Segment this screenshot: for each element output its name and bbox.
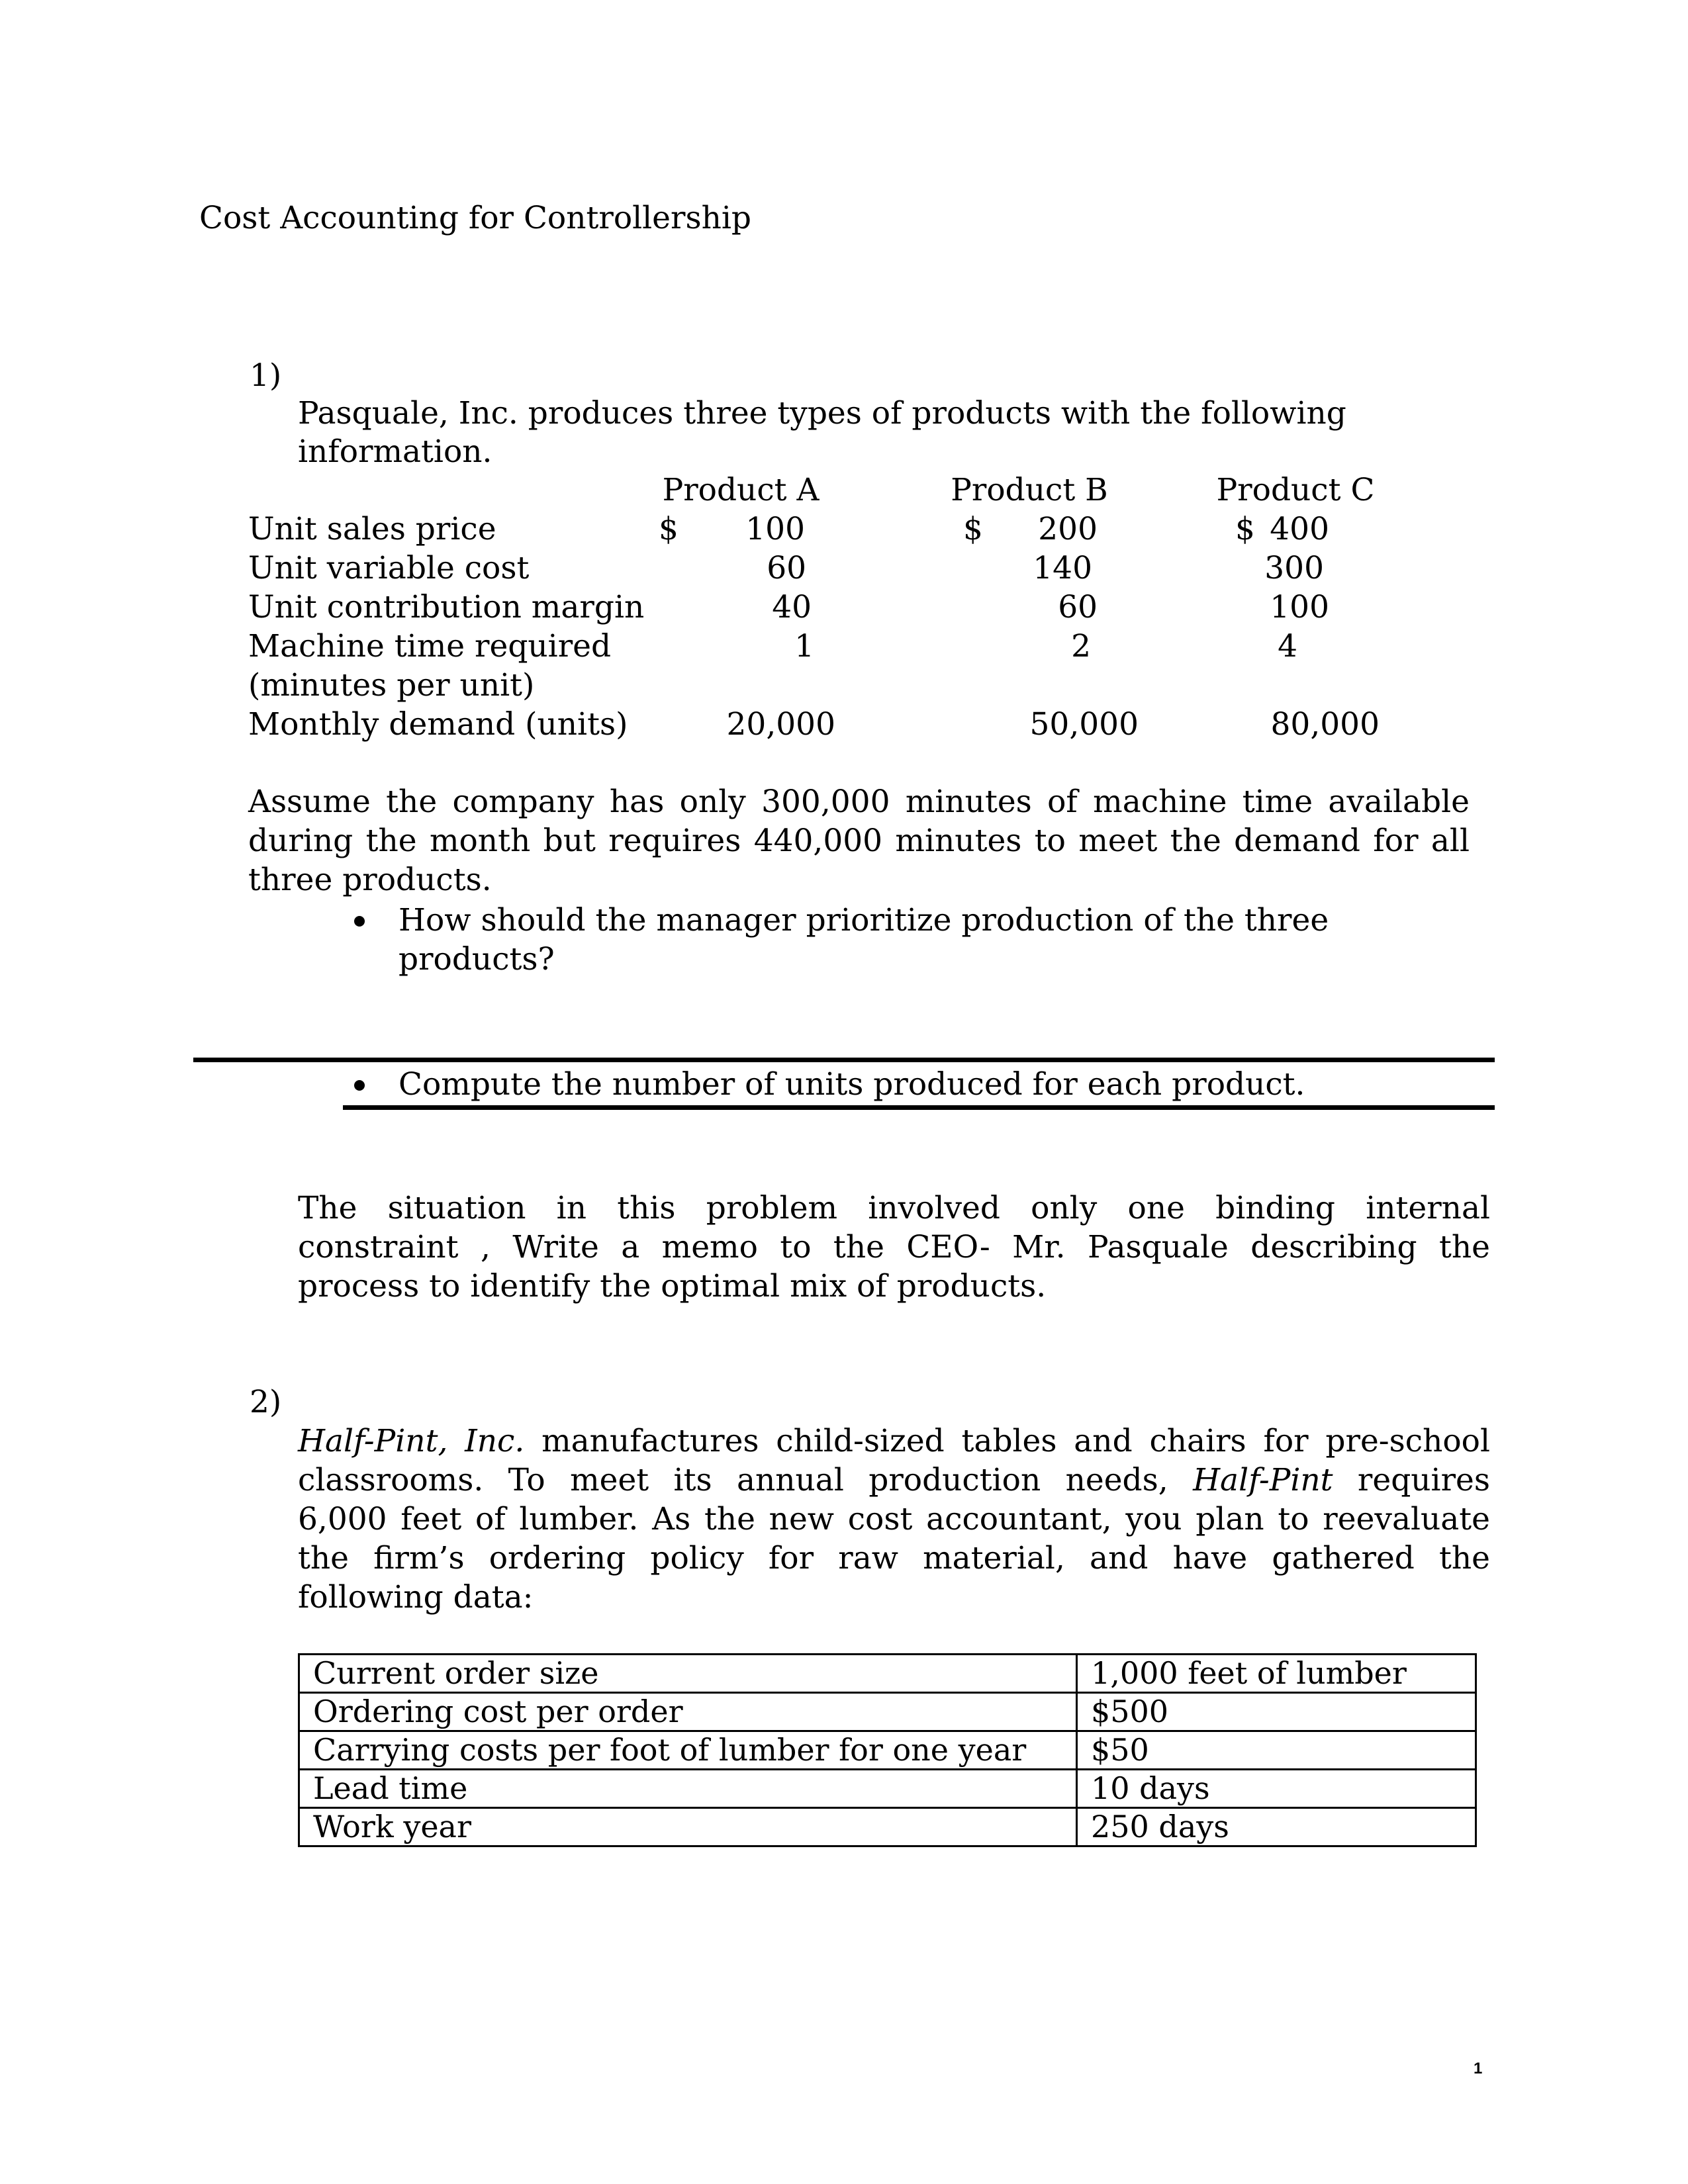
value-b: 2 xyxy=(1071,628,1091,664)
text: classrooms. To meet its annual production needs, xyxy=(298,1462,1194,1498)
paragraph-line: constraint , Write a memo to the CEO- Mr. Pasquale describing the xyxy=(298,1229,1490,1265)
value-b: 50,000 xyxy=(1029,706,1139,743)
header-product-a: Product A xyxy=(662,472,820,508)
document-title: Cost Accounting for Controllership xyxy=(199,200,751,236)
bullet-icon xyxy=(354,1080,365,1091)
row-label-machine-time-unit: (minutes per unit) xyxy=(248,667,535,704)
page-number: 1 xyxy=(1474,2060,1483,2077)
row-label-unit-variable-cost: Unit variable cost xyxy=(248,550,530,586)
table-row xyxy=(299,1655,1476,1693)
paragraph-line: following data: xyxy=(298,1579,534,1615)
value-b: 60 xyxy=(1058,589,1098,625)
table-row xyxy=(299,1731,1476,1770)
table-row xyxy=(299,1770,1476,1808)
paragraph-line: three products. xyxy=(248,862,492,898)
q1-intro-line: Pasquale, Inc. produces three types of products with the following xyxy=(298,395,1346,432)
value-c: 100 xyxy=(1270,589,1329,625)
table-cell-label: Current order size xyxy=(299,1655,1077,1693)
paragraph-line: during the month but requires 440,000 minutes to meet the demand for all xyxy=(248,823,1470,859)
q2-paragraph xyxy=(298,1422,1490,1617)
table-cell-label: Work year xyxy=(299,1808,1077,1846)
header-product-c: Product C xyxy=(1216,472,1375,508)
memo-paragraph xyxy=(298,1189,1490,1306)
paragraph-line: The situation in this problem involved only one binding internal xyxy=(298,1190,1490,1226)
row-label-monthly-demand: Monthly demand (units) xyxy=(248,706,628,743)
paragraph-line xyxy=(298,1422,1490,1461)
bullet-icon xyxy=(354,916,365,927)
paragraph-line: 6,000 feet of lumber. As the new cost accountant, you plan to reevaluate xyxy=(298,1501,1490,1537)
table-cell-value: 10 days xyxy=(1077,1770,1476,1808)
table-cell-value: $500 xyxy=(1077,1693,1476,1731)
question-2-number: 2) xyxy=(250,1384,282,1420)
table-row xyxy=(299,1808,1476,1846)
paragraph-line xyxy=(298,1461,1490,1500)
row-label-machine-time: Machine time required xyxy=(248,628,612,664)
horizontal-rule xyxy=(193,1058,1495,1062)
value-b: 140 xyxy=(1033,550,1092,586)
text: requires xyxy=(1333,1462,1490,1498)
value-c: 300 xyxy=(1264,550,1324,586)
value-a: 60 xyxy=(767,550,806,586)
table-cell-label: Carrying costs per foot of lumber for one year xyxy=(299,1731,1077,1770)
company-name: Half-Pint xyxy=(1193,1462,1333,1498)
row-label-unit-sales-price: Unit sales price xyxy=(248,511,496,547)
table-row xyxy=(299,1693,1476,1731)
row-label-unit-contribution-margin: Unit contribution margin xyxy=(248,589,645,625)
value-a: 20,000 xyxy=(726,706,835,743)
question-1-number: 1) xyxy=(250,357,282,394)
paragraph-line: process to identify the optimal mix of products. xyxy=(298,1268,1047,1304)
paragraph-line: the firm’s ordering policy for raw material, and have gathered the xyxy=(298,1540,1490,1576)
value-a: 1 xyxy=(794,628,814,664)
value-c: 400 xyxy=(1270,511,1329,547)
currency-symbol: $ xyxy=(659,511,679,547)
lumber-data-table xyxy=(298,1653,1477,1847)
value-a: 40 xyxy=(772,589,812,625)
paragraph-line: Assume the company has only 300,000 minutes of machine time available xyxy=(248,784,1470,820)
table-cell-value: 1,000 feet of lumber xyxy=(1077,1655,1476,1693)
value-b: 200 xyxy=(1038,511,1098,547)
bullet-text: Compute the number of units produced for each product. xyxy=(399,1066,1305,1103)
currency-symbol: $ xyxy=(963,511,983,547)
text: manufactures child-sized tables and chairs for pre-school xyxy=(524,1423,1491,1459)
bullet-text: How should the manager prioritize production of the three xyxy=(399,902,1329,938)
table-cell-label: Lead time xyxy=(299,1770,1077,1808)
value-c: 80,000 xyxy=(1270,706,1380,743)
bullet-text: products? xyxy=(399,941,555,978)
assume-paragraph xyxy=(248,782,1470,899)
currency-symbol: $ xyxy=(1235,511,1255,547)
q1-intro-line: information. xyxy=(298,433,492,470)
horizontal-rule xyxy=(343,1105,1495,1110)
value-a: 100 xyxy=(745,511,805,547)
table-cell-value: $50 xyxy=(1077,1731,1476,1770)
value-c: 4 xyxy=(1278,628,1297,664)
company-name: Half-Pint, Inc. xyxy=(298,1423,525,1459)
header-product-b: Product B xyxy=(951,472,1108,508)
table-cell-value: 250 days xyxy=(1077,1808,1476,1846)
table-cell-label: Ordering cost per order xyxy=(299,1693,1077,1731)
